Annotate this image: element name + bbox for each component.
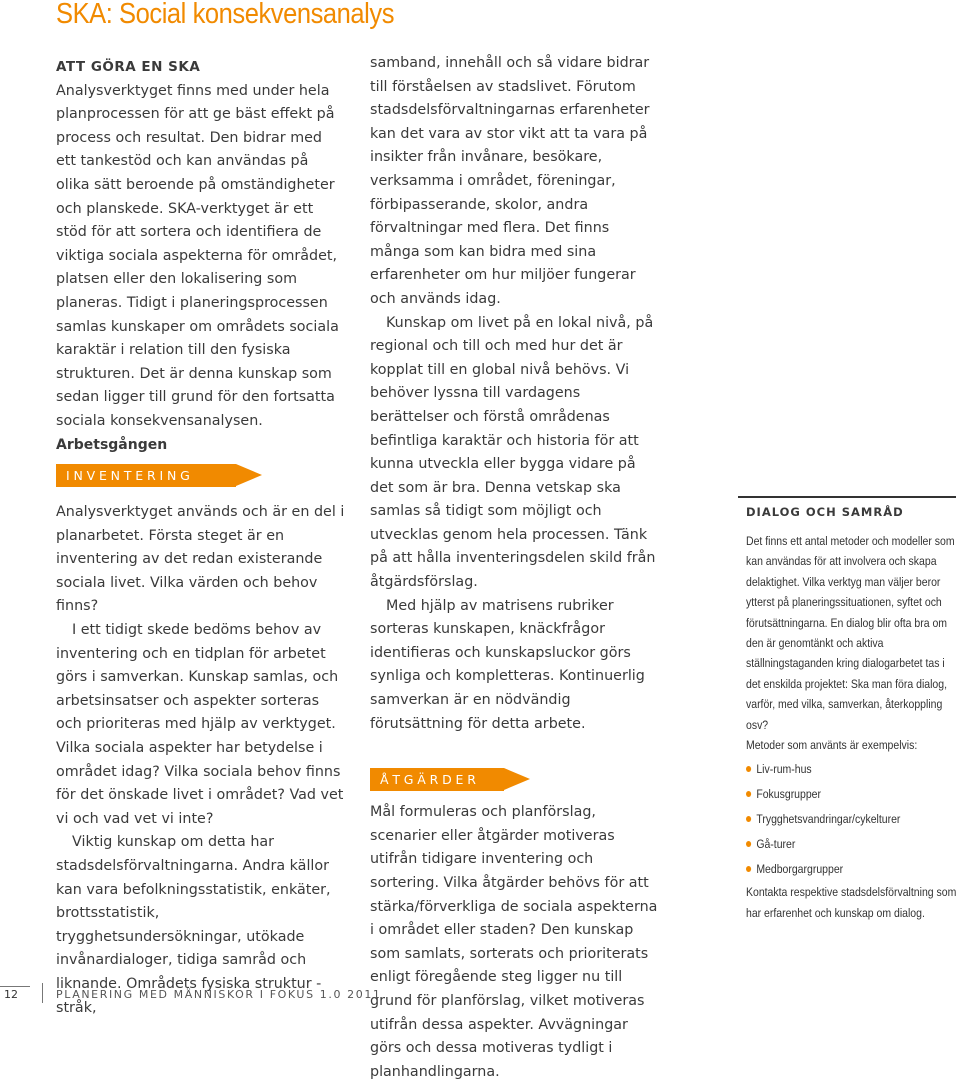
page-title: SKA: Social konsekvensanalys xyxy=(56,0,395,30)
paragraph: Viktig kunskap om detta har stadsdelsförvaltningarna. Andra källor kan vara befolkningsstatistik, enkäter, brottsstatistik, trygghetsundersökningar, utökade invånardialoger, tidiga samråd och liknande. Områdets fysiska struktur - stråk, xyxy=(56,834,331,1016)
list-item: Medborgargrupper xyxy=(746,857,957,882)
section-heading: ATT GÖRA EN SKA xyxy=(56,59,201,75)
banner-label: ÅTGÄRDER xyxy=(380,772,480,788)
paragraph: samband, innehåll och så vidare bidrar till förståelsen av stadslivet. Förutom stadsdelsförvaltningarnas erfarenheter kan det vara av stor vikt att ta vara på insikter från invånare, besökare, verksamma i området, föreningar, förbipasserande, skolor, andra förvaltningar med flera. Det finns många som kan bidra med sina erfarenheter om hur miljöer fungerar och används idag. xyxy=(370,55,650,307)
paragraph: Med hjälp av matrisens rubriker sorteras kunskapen, knäckfrågor identifieras och kunskapsluckor görs synliga och kompletteras. Kontinuerlig samverkan är en nödvändig förutsättning för detta arbete. xyxy=(370,597,645,732)
bullet-icon xyxy=(746,866,751,872)
atgarder-banner xyxy=(370,768,660,791)
publication-title: PLANERING MED MÄNNISKOR I FOKUS 1.0 2011 xyxy=(56,988,382,1001)
footer-divider xyxy=(42,983,43,1003)
sidebar-text: Det finns ett antal metoder och modeller som kan användas för att involvera och skapa delaktighet. Vilka verktyg man väljer beror ytterst på planeringssituationen, syftet och förutsättningarna. En dialog blir ofta bra om den är genomtänkt och aktiva ställningstaganden kring dialogarbetet tas i det enskilda projektet: Ska man föra dialog, varför, med vilka, samverkan, återkoppling osv? xyxy=(746,534,955,732)
list-item: Trygghetsvandringar/cykelturer xyxy=(746,807,957,832)
sidebar-title: DIALOG OCH SAMRÅD xyxy=(746,505,904,519)
paragraph: Kunskap om livet på en lokal nivå, på regional och till och med hur det är kopplat till en global nivå behövs. Vi behöver lyssna till vardagens berättelser och förstå områdenas befintliga karaktär och historia för att kunna utveckla eller bygga vidare på det som är bra. Denna vetskap ska samlas så tidigt som möjligt och utvecklas genom hela processen. Tänk på att hålla inventeringsdelen skild från åtgärdsförslag. xyxy=(370,314,656,591)
page-footer xyxy=(0,986,960,1002)
page-number: 12 xyxy=(4,988,18,1001)
paragraph: Mål formuleras och planförslag, scenarier eller åtgärder motiveras utifrån tidigare inventering och sortering. Vilka åtgärder behövs för att stärka/förverkliga de sociala aspekterna i området eller staden? Den kunskap som samlats, sorterats och prioriterats enligt föregående steg ligger nu till grund för planförslag, vilket motiveras utifrån dessa aspekter. Avvägningar görs och dessa motiveras tydligt i planhandlingarna. xyxy=(370,804,658,1080)
list-item: Fokusgrupper xyxy=(746,782,957,807)
intro-paragraph: Analysverktyget finns med under hela planprocessen för att ge bäst effekt på process och resultat. Den bidrar med ett tankestöd och kan användas på olika sätt beroende på omständigheter och planskede. SKA-verktyget är ett stöd för att sortera och identifiera de viktiga sociala aspekterna för området, platsen eller den lokalisering som planeras. Tidigt i planeringsprocessen samlas kunskaper om områdets sociala karaktär i relation till den fysiska strukturen. Det är denna kunskap som sedan ligger till grund för den fortsatta sociala konsekvensanalysen. xyxy=(56,82,339,429)
list-item: Liv-rum-hus xyxy=(746,757,957,782)
bullet-icon xyxy=(746,841,751,847)
banner-arrow-icon xyxy=(236,464,262,486)
sidebar-methods-label: Metoder som använts är exempelvis: xyxy=(746,738,918,753)
sidebar-outro: Kontakta respektive stadsdelsförvaltning som har erfarenhet och kunskap om dialog. xyxy=(746,885,957,920)
column-middle xyxy=(370,52,660,1084)
list-item: Gå-turer xyxy=(746,832,957,857)
bullet-icon xyxy=(746,816,751,822)
methods-list xyxy=(746,757,957,882)
column-left xyxy=(56,56,346,1020)
subheading-arbetsgangen: Arbetsgången xyxy=(56,436,168,453)
bullet-icon xyxy=(746,766,751,772)
banner-label: INVENTERING xyxy=(66,468,194,484)
paragraph: I ett tidigt skede bedöms behov av inventering och en tidplan för arbetet görs i samverkan. Kunskap samlas, och arbetsinsatser och aspekter sorteras och prioriteras med hjälp av verktyget. Vilka sociala aspekter har betydelse i området idag? Vilka sociala behov finns för det önskade livet i området? Vad vet vi och vad vet vi inte? xyxy=(56,622,344,827)
paragraph: Analysverktyget används och är en del i planarbetet. Första steget är en inventering av det redan existerande sociala livet. Vilka värden och behov finns? xyxy=(56,504,345,615)
footer-rule xyxy=(0,986,30,987)
inventering-banner xyxy=(56,464,346,487)
bullet-icon xyxy=(746,791,751,797)
sidebar-body xyxy=(746,531,957,923)
banner-arrow-icon xyxy=(504,768,530,790)
sidebar-dialog xyxy=(738,496,956,923)
